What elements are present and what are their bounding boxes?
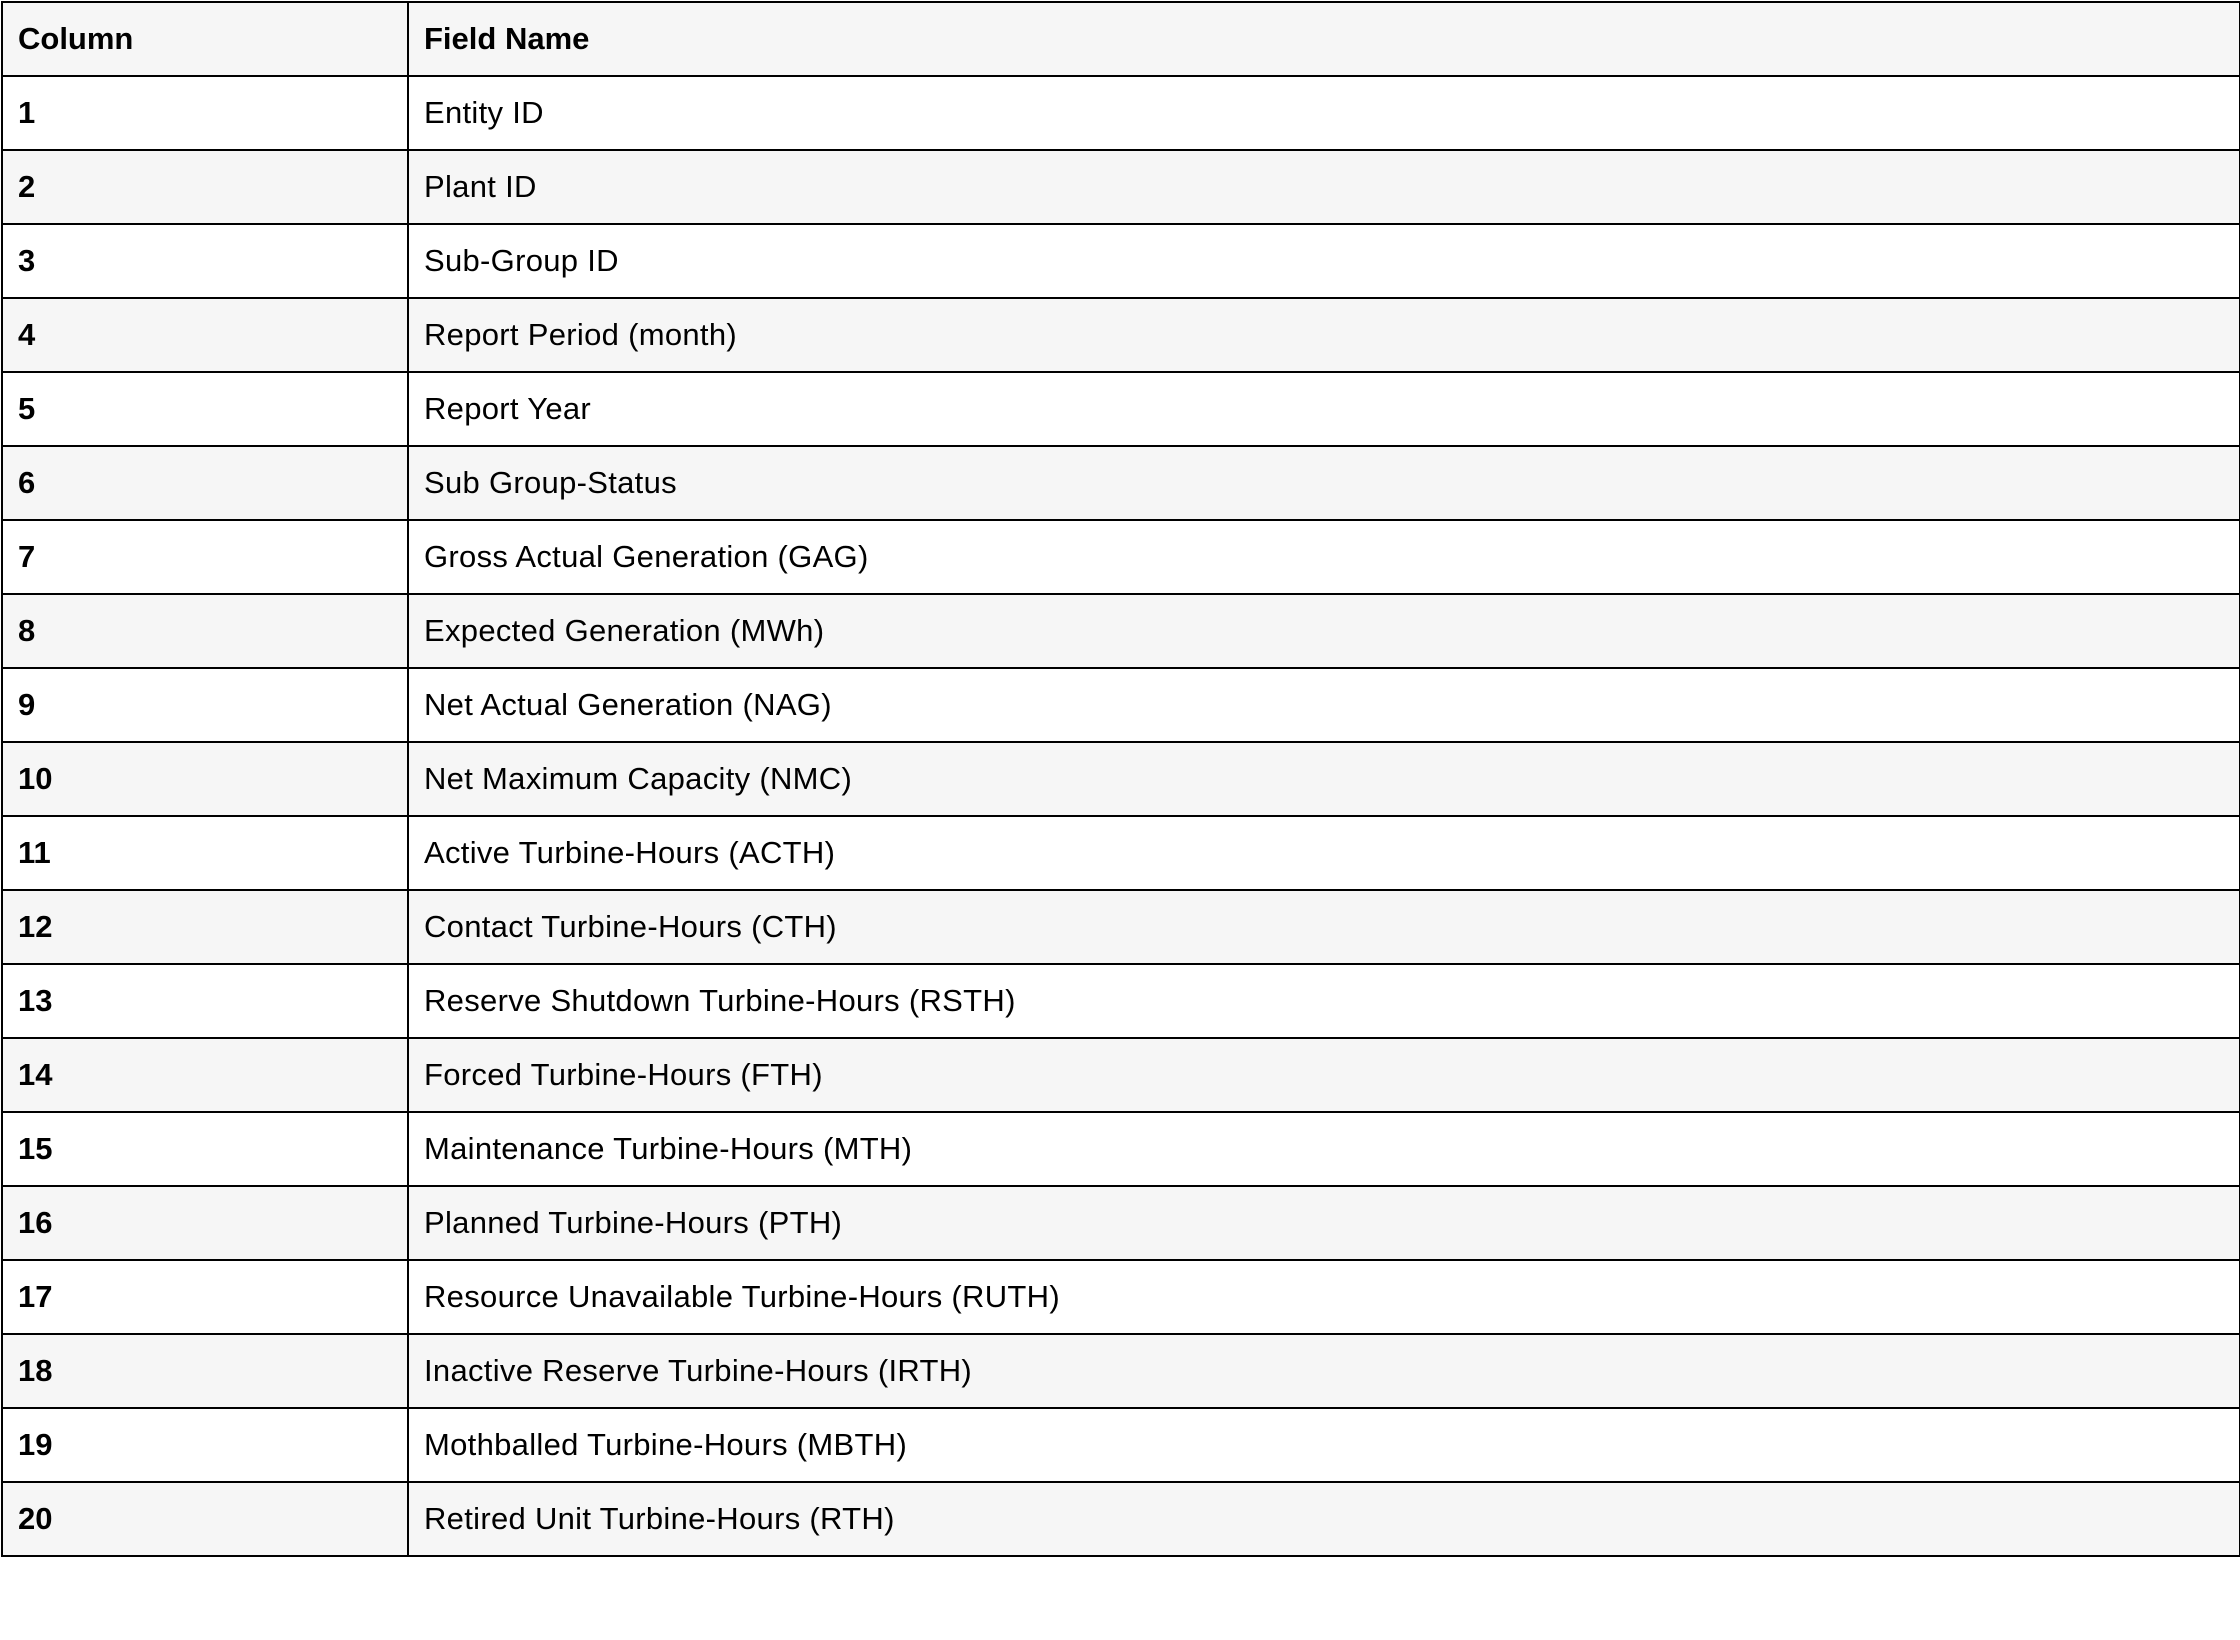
field-name-cell: Report Year bbox=[408, 372, 2240, 446]
table-row bbox=[2, 742, 2240, 816]
field-name-cell: Report Period (month) bbox=[408, 298, 2240, 372]
table-row bbox=[2, 76, 2240, 150]
field-name-cell: Entity ID bbox=[408, 76, 2240, 150]
field-name-cell: Gross Actual Generation (GAG) bbox=[408, 520, 2240, 594]
column-number-cell: 9 bbox=[2, 668, 408, 742]
field-name-cell: Inactive Reserve Turbine-Hours (IRTH) bbox=[408, 1334, 2240, 1408]
table-row bbox=[2, 594, 2240, 668]
table-row bbox=[2, 1408, 2240, 1482]
column-number-cell: 6 bbox=[2, 446, 408, 520]
column-number-cell: 16 bbox=[2, 1186, 408, 1260]
field-name-cell: Active Turbine-Hours (ACTH) bbox=[408, 816, 2240, 890]
field-name-cell: Mothballed Turbine-Hours (MBTH) bbox=[408, 1408, 2240, 1482]
table-row bbox=[2, 1038, 2240, 1112]
column-number-cell: 14 bbox=[2, 1038, 408, 1112]
column-number-cell: 11 bbox=[2, 816, 408, 890]
table-row bbox=[2, 668, 2240, 742]
field-name-cell: Reserve Shutdown Turbine-Hours (RSTH) bbox=[408, 964, 2240, 1038]
column-number-cell: 19 bbox=[2, 1408, 408, 1482]
table-row bbox=[2, 1482, 2240, 1556]
field-name-cell: Sub Group-Status bbox=[408, 446, 2240, 520]
field-name-cell: Planned Turbine-Hours (PTH) bbox=[408, 1186, 2240, 1260]
column-number-cell: 12 bbox=[2, 890, 408, 964]
table-row bbox=[2, 1334, 2240, 1408]
column-number-cell: 5 bbox=[2, 372, 408, 446]
table-row bbox=[2, 1260, 2240, 1334]
table-row bbox=[2, 372, 2240, 446]
column-number-cell: 20 bbox=[2, 1482, 408, 1556]
field-name-cell: Net Actual Generation (NAG) bbox=[408, 668, 2240, 742]
field-name-cell: Maintenance Turbine-Hours (MTH) bbox=[408, 1112, 2240, 1186]
field-name-cell: Expected Generation (MWh) bbox=[408, 594, 2240, 668]
table-row bbox=[2, 1112, 2240, 1186]
column-number-cell: 10 bbox=[2, 742, 408, 816]
field-table bbox=[1, 1, 2240, 1557]
column-number-cell: 1 bbox=[2, 76, 408, 150]
header-row bbox=[2, 2, 2240, 76]
column-header: Column bbox=[2, 2, 408, 76]
field-name-cell: Resource Unavailable Turbine-Hours (RUTH) bbox=[408, 1260, 2240, 1334]
field-name-cell: Plant ID bbox=[408, 150, 2240, 224]
table-row bbox=[2, 446, 2240, 520]
column-number-cell: 3 bbox=[2, 224, 408, 298]
table-body bbox=[2, 76, 2240, 1556]
column-number-cell: 17 bbox=[2, 1260, 408, 1334]
column-number-cell: 18 bbox=[2, 1334, 408, 1408]
table-row bbox=[2, 890, 2240, 964]
field-name-cell: Net Maximum Capacity (NMC) bbox=[408, 742, 2240, 816]
column-number-cell: 15 bbox=[2, 1112, 408, 1186]
column-number-cell: 13 bbox=[2, 964, 408, 1038]
column-number-cell: 2 bbox=[2, 150, 408, 224]
column-number-cell: 7 bbox=[2, 520, 408, 594]
column-number-cell: 8 bbox=[2, 594, 408, 668]
column-number-cell: 4 bbox=[2, 298, 408, 372]
table-row bbox=[2, 1186, 2240, 1260]
table-row bbox=[2, 150, 2240, 224]
table-row bbox=[2, 816, 2240, 890]
field-name-cell: Forced Turbine-Hours (FTH) bbox=[408, 1038, 2240, 1112]
table-row bbox=[2, 520, 2240, 594]
table-row bbox=[2, 964, 2240, 1038]
table-row bbox=[2, 224, 2240, 298]
field-name-cell: Contact Turbine-Hours (CTH) bbox=[408, 890, 2240, 964]
field-name-cell: Retired Unit Turbine-Hours (RTH) bbox=[408, 1482, 2240, 1556]
field-name-cell: Sub-Group ID bbox=[408, 224, 2240, 298]
table-row bbox=[2, 298, 2240, 372]
field-name-header: Field Name bbox=[408, 2, 2240, 76]
